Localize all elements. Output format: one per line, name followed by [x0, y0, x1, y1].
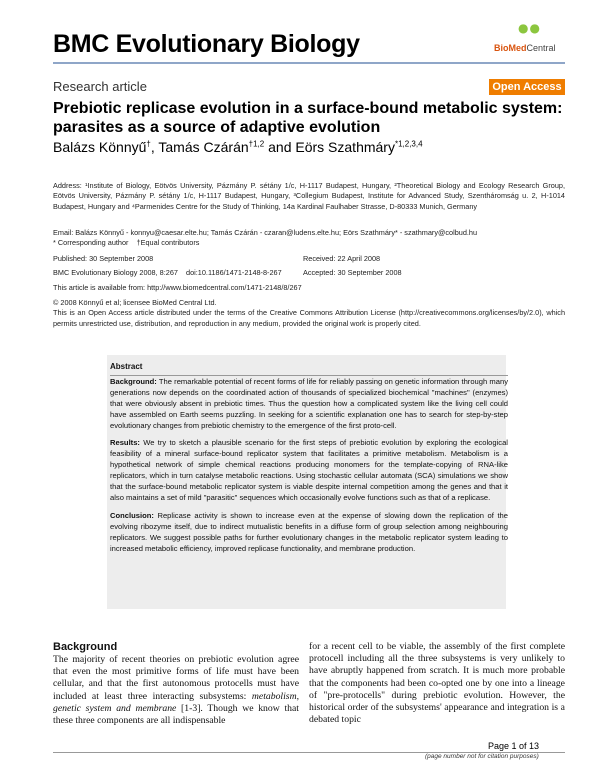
journal-title: BMC Evolutionary Biology — [53, 30, 360, 58]
abstract-text: We try to sketch a plausible scenario for the first steps of prebiotic evolution by exploring the ecological feasibility of a mineral surface-bound replicator system that facilitates a primitive metabolism. Metabolism is a hypothetical network of simple chemical reactions producing monomers for the template-copying of RNA-like replicators, which in turn catalyse metabolic reactions. Using stochastic cellular automata (SCA) simulations we show that the surface-bound metabolic replicator system is viable despite internal competition among the genes and that it also maintains a set of mild "parasitic" sequences which occasionally evolve functions such as that of a replicase. — [110, 438, 508, 502]
biomed-central-logo — [494, 21, 564, 55]
copyright-line: © 2008 Könnyű et al; licensee BioMed Central Ltd. — [53, 298, 217, 307]
body-text: [1-3]. Though we know that these three components are all indispensable — [53, 702, 299, 727]
published-date: Published: 30 September 2008 — [53, 254, 154, 263]
author-sup: † — [146, 139, 151, 149]
page-note: (page number not for citation purposes) — [425, 753, 539, 760]
author-list — [53, 139, 565, 155]
affiliations: Address: ¹Institute of Biology, Eötvös University, Pázmány P. sétány 1/c, H-1117 Budapest, Hungary, ²Theoretical Biology and Ecology Research Group, Eötvös University, Pázmány P. sétány 1/c, H-1117 Budapest, Hungary, ³Collegium Budapest, Institute for Advanced Study, Szentháromság u. 2, H-1014 Budapest, Hungary and ⁴Parmenides Centre for the Study of Thinking, 14a Kardinal Faulhaber Strasse, D-80333 Munich, Germany — [53, 181, 565, 211]
author-sup: †1,2 — [248, 139, 265, 149]
email-block — [53, 228, 565, 249]
abstract-text: Replicase activity is shown to increase even at the expense of slowing down the replication of the evolving ribozyme itself, due to indirect mutualistic benefits in a diffuse form of group selection among neighbouring replicators. We suggest possible paths for further evolutionary changes in the metabolic replicator system leading to increased metabolic efficiency, improved replicase functionality, and membrane production. — [110, 510, 508, 553]
body-text: The majority of recent theories on prebiotic evolution agree that even the most primitive forms of life must have been cellular, and that the first autonomous protocells must have included at least three interacting subsystems: — [53, 654, 299, 702]
page-number: Page 1 of 13 — [488, 741, 540, 751]
logo-suffix: Central — [526, 43, 556, 53]
logo-dots-icon: ●● — [518, 21, 541, 35]
received-info — [303, 254, 503, 279]
header-rule — [53, 62, 565, 64]
abstract-text: The remarkable potential of recent forms of life for reliably passing on genetic information through many generations now depends on the coordinated action of thousands of specialized biochemical "machines" (enzymes) that were obviously absent in prebiotic times. Thus the question how a complicated system like the living cell could have assembled on Earth seems puzzling. In seeking for a scientific explanation one has to search for step-by-step evolutionary changes from prebiotic chemistry to the emergence of the first proto-cell. — [110, 376, 508, 430]
author-name: Balázs Könnyű — [53, 139, 147, 155]
abstract-label: Results: — [110, 438, 140, 448]
body-italic: metabolism, genetic system and membrane — [53, 690, 299, 714]
abstract-conclusion-section — [110, 511, 508, 555]
body-column-left — [53, 641, 299, 727]
abstract-rule — [110, 375, 508, 376]
citation: BMC Evolutionary Biology 2008, 8:267 doi:10.1186/1471-2148-8-267 — [53, 268, 282, 278]
abstract — [110, 362, 508, 562]
publication-info — [53, 254, 303, 293]
abstract-label: Conclusion: — [110, 510, 154, 520]
author-separator: , — [150, 139, 159, 155]
article-title: Prebiotic replicase evolution in a surface-bound metabolic system: parasites as a source of adaptive evolution — [53, 100, 563, 136]
abstract-heading: Abstract — [110, 362, 143, 371]
article-type: Research article — [53, 79, 147, 94]
author-separator: and — [264, 139, 296, 155]
abstract-background-section — [110, 377, 508, 432]
logo-brand: BioMed — [494, 43, 527, 53]
abstract-label: Background: — [110, 376, 157, 386]
accepted-date: Accepted: 30 September 2008 — [303, 268, 402, 278]
abstract-results-section — [110, 438, 508, 503]
footnotes: * Corresponding author †Equal contributors — [53, 238, 200, 248]
received-date: Received: 22 April 2008 — [303, 254, 381, 263]
emails: Email: Balázs Könnyű - konnyu@caesar.elte.hu; Tamás Czárán - czaran@ludens.elte.hu; Eörs Szathmáry* - szathmary@colbud.hu — [53, 228, 478, 237]
section-heading: Background — [53, 641, 118, 653]
open-access-badge: Open Access — [489, 79, 565, 95]
copyright-block — [53, 298, 565, 329]
author-name: Tamás Czárán — [158, 139, 249, 155]
body-column-right: for a recent cell to be viable, the assembly of the first complete protocell including all the three subsystems is very unlikely to have abruptly happened from scratch. It is much more probable that the components had been co-opted one by one into a lineage of "pre-protocells" during prebiotic evolution. However, the historical order of the subsystems' appearance and integration is a debated topic — [309, 641, 565, 726]
author-sup: *1,2,3,4 — [394, 139, 423, 149]
author-name: Eörs Szathmáry — [295, 139, 395, 155]
license-text: This is an Open Access article distributed under the terms of the Creative Commons Attribution License (http://creativecommons.org/licenses/by/2.0), which permits unrestricted use, distribution, and reproduction in any medium, provided the original work is properly cited. — [53, 308, 565, 328]
available-url: This article is available from: http://www.biomedcentral.com/1471-2148/8/267 — [53, 282, 302, 292]
